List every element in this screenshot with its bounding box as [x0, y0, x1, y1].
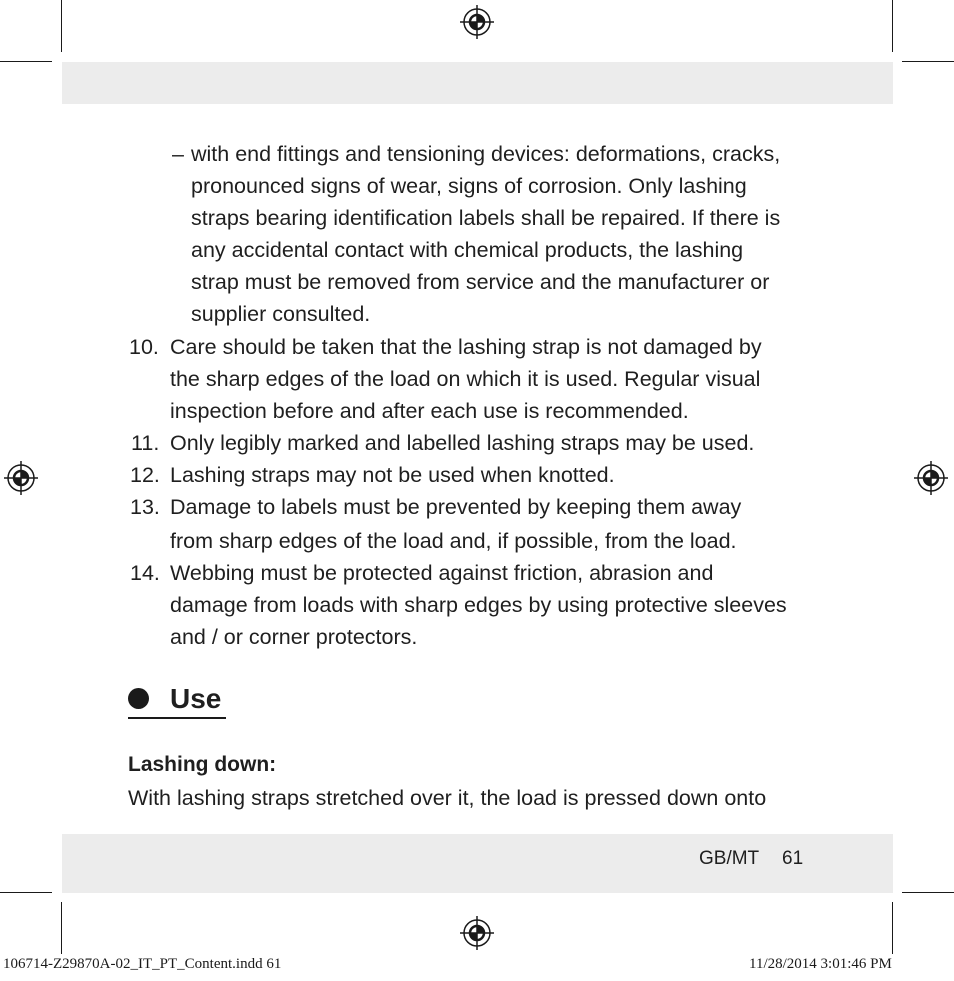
text-line: Only legibly marked and labelled lashing straps may be used. — [170, 431, 755, 455]
text-line: strap must be removed from service and the manufacturer or — [191, 270, 770, 294]
heading-underline — [128, 717, 226, 719]
text-line: any accidental contact with chemical products, the lashing — [191, 238, 744, 262]
text-line: inspection before and after each use is recommended. — [170, 399, 689, 423]
text-line: the sharp edges of the load on which it is used. Regular visual — [170, 367, 761, 391]
slug-file-info: 106714-Z29870A-02_IT_PT_Content.indd 61 — [3, 956, 282, 972]
text-line: damage from loads with sharp edges by using protective sleeves — [170, 593, 787, 617]
item-number: 14. — [130, 561, 160, 585]
bullet-dot-icon — [128, 688, 149, 709]
slug-timestamp: 11/28/2014 3:01:46 PM — [749, 956, 892, 972]
item-number: 11. — [131, 431, 160, 455]
body-paragraph: With lashing straps stretched over it, the load is pressed down onto — [128, 786, 767, 810]
text-line: Lashing straps may not be used when knotted. — [170, 463, 615, 487]
item-number: 12. — [130, 463, 160, 487]
text-line: Webbing must be protected against friction, abrasion and — [170, 561, 714, 585]
text-line: Damage to labels must be prevented by keeping them away — [170, 495, 742, 519]
item-number: 10. — [129, 335, 159, 359]
text-line: pronounced signs of wear, signs of corrosion. Only lashing — [191, 174, 747, 198]
dash-marker: – — [172, 142, 184, 166]
text-line: Care should be taken that the lashing strap is not damaged by — [170, 335, 762, 359]
item-number: 13. — [130, 495, 160, 519]
text-line: and / or corner protectors. — [170, 625, 418, 649]
text-line: straps bearing identification labels shall be repaired. If there is — [191, 206, 781, 230]
page-number: 61 — [782, 848, 804, 869]
footer-language-label: GB/MT — [699, 848, 760, 869]
subheading: Lashing down: — [128, 753, 277, 776]
text-line: supplier consulted. — [191, 302, 371, 326]
text-line: with end fittings and tensioning devices: deformations, cracks, — [191, 142, 781, 166]
section-heading-text: Use — [170, 683, 222, 714]
text-line: from sharp edges of the load and, if possible, from the load. — [170, 529, 737, 553]
